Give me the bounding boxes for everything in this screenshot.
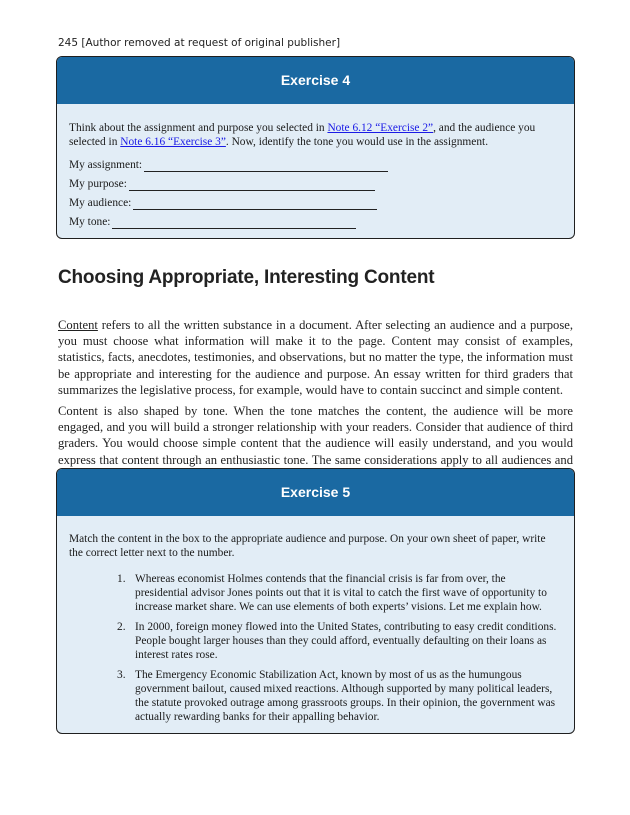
exercise-4-intro-text-2: , and the audience you selected in	[69, 122, 536, 148]
exercise-5-box	[56, 468, 575, 734]
list-item-text: In 2000, foreign money flowed into the United States, contributing to easy credit conditions. People bought larger houses than they could afford, eventually defaulting on their loans as interest rates rose.	[135, 621, 557, 661]
list-item-number: 3.	[117, 669, 126, 681]
exercise-4-header	[57, 57, 574, 104]
tone-prompt	[69, 210, 560, 229]
exercise-4-intro-text: Think about the assignment and purpose you selected in	[69, 122, 328, 134]
exercise-5-body	[57, 516, 574, 724]
section-heading: Choosing Appropriate, Interesting Content	[58, 267, 435, 288]
note-6-12-link[interactable]: Note 6.12 “Exercise 2”	[327, 122, 434, 134]
exercise-4-intro-text-3: . Now, identify the tone you would use in the assignment.	[225, 136, 489, 148]
list-item	[69, 668, 560, 724]
list-item-text: The Emergency Economic Stabilization Act, known by most of us as the humungous government bailout, caused mixed reactions. Although supported by many political leaders, the statute provoked outrage among grassroots groups. In their opinion, the government was actually rewarding banks for their appalling behavior.	[135, 669, 556, 723]
tone-answer-line[interactable]	[112, 218, 356, 229]
list-item-number: 1.	[117, 573, 126, 585]
exercise-4-title: Exercise 4	[280, 72, 351, 88]
list-item-number: 2.	[117, 621, 126, 633]
audience-label: My audience:	[69, 197, 132, 209]
content-term: Content	[58, 318, 98, 332]
running-header: 245 [Author removed at request of original publisher]	[58, 37, 341, 49]
list-item-text: Whereas economist Holmes contends that the financial crisis is far from over, the presidential advisor Jones points out that it is vital to catch the first wave of opportunity to increase market share. We can use elements of both experts’ visions. Let me explain how.	[135, 573, 547, 613]
purpose-prompt	[69, 172, 560, 191]
assignment-label: My assignment:	[69, 159, 143, 171]
exercise-4-instructions	[69, 121, 560, 149]
list-item	[69, 620, 560, 662]
exercise-5-list	[69, 572, 560, 724]
assignment-prompt	[69, 153, 560, 172]
audience-answer-line[interactable]	[133, 199, 377, 210]
content-paragraph-1-text: refers to all the written substance in a document. After selecting an audience and a purpose, you must choose what information will make it to the page. Content may consist of examples, statistics, facts, anecdotes, testimonies, and observations, but no matter the type, the information must be appropriate and interesting for the audience and purpose. An essay written for third graders that summarizes the legislative process, for example, would have to contain succinct and simple content.	[58, 318, 573, 397]
note-6-16-link[interactable]: Note 6.16 “Exercise 3”	[120, 136, 226, 148]
content-paragraph-2: Content is also shaped by tone. When the tone matches the content, the audience will be more engaged, and you will build a stronger relationship with your readers. Consider that audience of third graders. You would choose simple content that the audience will easily understand, and you would express that content through an enthusiastic tone. The same considerations apply to all audiences and	[58, 404, 573, 467]
purpose-answer-line[interactable]	[129, 180, 375, 191]
list-item	[69, 572, 560, 614]
exercise-5-instructions: Match the content in the box to the appropriate audience and purpose. On your own sheet of paper, write the correct letter next to the number.	[69, 533, 546, 559]
exercise-4-box	[56, 56, 575, 239]
exercise-5-header	[57, 469, 574, 516]
content-paragraph-1	[58, 317, 573, 398]
audience-prompt	[69, 191, 560, 210]
exercise-5-title: Exercise 5	[280, 484, 351, 500]
purpose-label: My purpose:	[69, 178, 127, 190]
exercise-4-body	[57, 104, 574, 229]
assignment-answer-line[interactable]	[144, 161, 388, 172]
tone-label: My tone:	[69, 216, 111, 228]
